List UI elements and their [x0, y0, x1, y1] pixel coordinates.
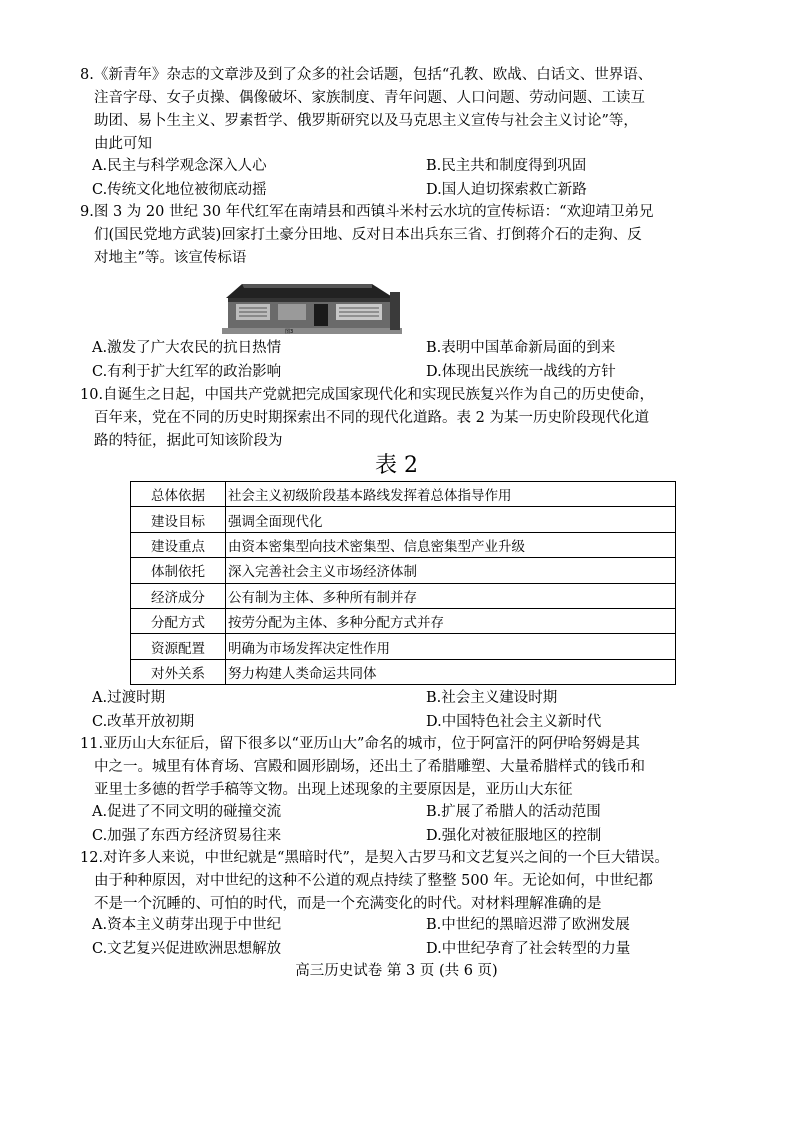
q10-option-c[interactable]: C.改革开放初期	[92, 713, 195, 730]
q9-option-b[interactable]: B.表明中国革命新局面的到来	[426, 340, 616, 356]
q9-line-1: 9.图 3 为 20 世纪 30 年代红军在南靖县和西镇斗米村云水坑的宣传标语：“欢迎靖卫弟兄	[80, 204, 654, 220]
q11-options	[92, 801, 732, 848]
q10-option-a[interactable]: A.过渡时期	[92, 690, 166, 706]
q10-option-d[interactable]: D.中国特色社会主义新时代	[426, 713, 602, 730]
table-row	[131, 532, 676, 557]
q9-option-a[interactable]: A.激发了广大农民的抗日热情	[92, 340, 282, 356]
q12-line-2: 由于种种原因，对中世纪的这种不公道的观点持续了整整 500 年。无论如何，中世纪都	[94, 873, 653, 889]
table-key: 体制依托	[131, 558, 226, 583]
table-value: 努力构建人类命运共同体	[226, 659, 676, 684]
page-footer: 高三历史试卷 第 3 页 (共 6 页)	[295, 963, 498, 979]
q9-option-d[interactable]: D.体现出民族统一战线的方针	[426, 363, 616, 380]
q8-options	[92, 155, 732, 202]
q8-line-2: 注音字母、女子贞操、偶像破坏、家族制度、青年问题、人口问题、劳动问题、工读互	[94, 90, 645, 106]
q9-line-2: 们(国民党地方武装)回家打土豪分田地、反对日本出兵东三省、打倒蒋介石的走狗、反	[94, 227, 642, 243]
table-row	[131, 558, 676, 583]
q12-option-b[interactable]: B.中世纪的黑暗迟滞了欧洲发展	[426, 917, 630, 933]
table-row	[131, 507, 676, 532]
q11-line-2: 中之一。城里有体育场、宫殿和圆形剧场，还出土了希腊雕塑、大量希腊样式的钱币和	[94, 759, 645, 775]
figure-3-caption: 图3	[285, 329, 294, 334]
table-row	[131, 634, 676, 659]
table-2-title: 表 2	[375, 453, 418, 478]
q9-line-3: 对地主”等。该宣传标语	[94, 250, 247, 266]
table-key: 对外关系	[131, 659, 226, 684]
question-11	[80, 733, 720, 802]
q11-line-3: 亚里士多德的哲学手稿等文物。出现上述现象的主要原因是，亚历山大东征	[94, 782, 573, 798]
table-row	[131, 608, 676, 633]
q12-options	[92, 914, 732, 961]
q12-option-d[interactable]: D.中世纪孕育了社会转型的力量	[426, 940, 631, 957]
q11-option-b[interactable]: B.扩展了希腊人的活动范围	[426, 804, 601, 820]
question-8	[80, 64, 720, 156]
q12-line-3: 不是一个沉睡的、可怕的时代，而是一个充满变化的时代。对材料理解准确的是	[94, 896, 602, 912]
table-row	[131, 583, 676, 608]
q10-line-3: 路的特征，据此可知该阶段为	[94, 433, 283, 449]
table-value: 强调全面现代化	[226, 507, 676, 532]
q8-line-4: 由此可知	[94, 136, 152, 152]
q9-options	[92, 337, 732, 384]
q8-option-a[interactable]: A.民主与科学观念深入人心	[92, 158, 267, 174]
q12-option-c[interactable]: C.文艺复兴促进欧洲思想解放	[92, 940, 282, 957]
q10-option-b[interactable]: B.社会主义建设时期	[426, 690, 558, 706]
table-row	[131, 482, 676, 507]
q10-line-2: 百年来，党在不同的历史时期探索出不同的现代化道路。表 2 为某一历史阶段现代化道	[94, 410, 649, 426]
q10-line-1: 10.自诞生之日起，中国共产党就把完成国家现代化和实现民族复兴作为自己的历史使命，	[80, 387, 655, 403]
question-10	[80, 384, 720, 453]
table-value: 明确为市场发挥决定性作用	[226, 634, 676, 659]
table-key: 建设重点	[131, 532, 226, 557]
table-key: 建设目标	[131, 507, 226, 532]
q11-line-1: 11.亚历山大东征后，留下很多以“亚历山大”命名的城市，位于阿富汗的阿伊哈努姆是其	[80, 736, 640, 752]
table-key: 分配方式	[131, 608, 226, 633]
q8-line-3: 助团、易卜生主义、罗素哲学、俄罗斯研究以及马克思主义宣传与社会主义讨论”等，	[94, 113, 638, 129]
table-2	[130, 481, 676, 685]
figure-3-photo	[222, 278, 402, 334]
table-value: 由资本密集型向技术密集型、信息密集型产业升级	[226, 532, 676, 557]
q12-option-a[interactable]: A.资本主义萌芽出现于中世纪	[92, 917, 282, 933]
question-9	[80, 201, 720, 270]
table-value: 深入完善社会主义市场经济体制	[226, 558, 676, 583]
table-value: 社会主义初级阶段基本路线发挥着总体指导作用	[226, 482, 676, 507]
q12-line-1: 12.对许多人来说，中世纪就是“黑暗时代”，是契入古罗马和文艺复兴之间的一个巨大错误。	[80, 850, 669, 866]
table-key: 资源配置	[131, 634, 226, 659]
table-key: 总体依据	[131, 482, 226, 507]
q11-option-a[interactable]: A.促进了不同文明的碰撞交流	[92, 804, 282, 820]
question-12	[80, 847, 720, 916]
q8-option-d[interactable]: D.国人迫切探索救亡新路	[426, 181, 587, 198]
table-key: 经济成分	[131, 583, 226, 608]
q10-options	[92, 687, 732, 734]
q9-option-c[interactable]: C.有利于扩大红军的政治影响	[92, 363, 282, 380]
table-value: 公有制为主体、多种所有制并存	[226, 583, 676, 608]
q11-option-d[interactable]: D.强化对被征服地区的控制	[426, 827, 602, 844]
q8-option-c[interactable]: C.传统文化地位被彻底动摇	[92, 181, 267, 198]
q8-option-b[interactable]: B.民主共和制度得到巩固	[426, 158, 587, 174]
q8-line-1: 8.《新青年》杂志的文章涉及到了众多的社会话题，包括“孔教、欧战、白话文、世界语、	[80, 67, 653, 83]
q11-option-c[interactable]: C.加强了东西方经济贸易往来	[92, 827, 282, 844]
table-row	[131, 659, 676, 684]
table-value: 按劳分配为主体、多种分配方式并存	[226, 608, 676, 633]
